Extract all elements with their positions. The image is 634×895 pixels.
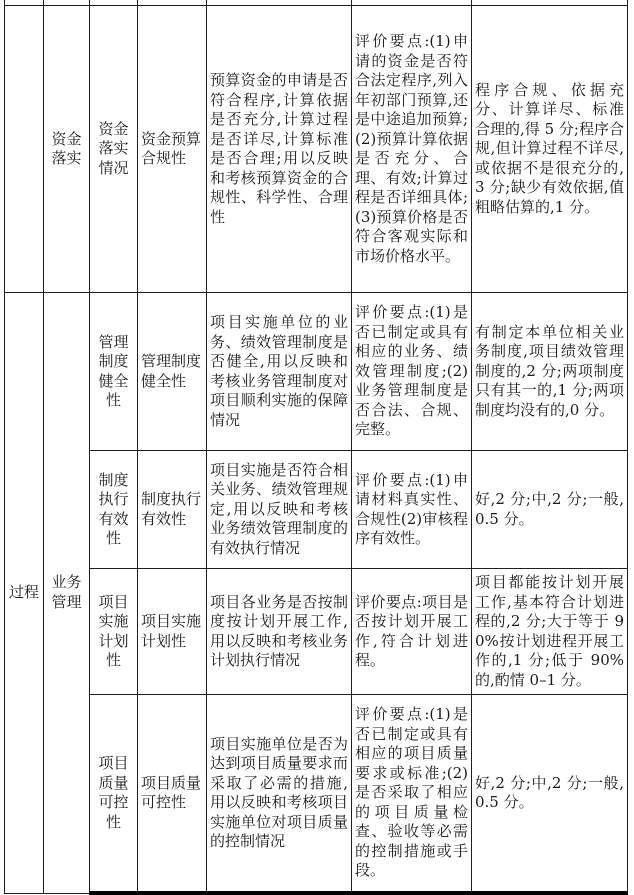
explanation-cell: 项目实施是否符合相关业务、绩效管理规定,用以反映和考核业务绩效管理制度的有效执行情况 bbox=[207, 451, 352, 569]
scoring-cell: 项目都能按计划开展工作,基本符合计划进程的,2 分;大于等于 90%按计划进程开展工作的,1 分;低于 90%的,酌情 0–1 分。 bbox=[472, 569, 628, 695]
table-row bbox=[5, 451, 628, 569]
points-cell: 评价要点:(1)申请材料真实性、合规性(2)审核程序有效性。 bbox=[352, 451, 472, 569]
points-cell: 评价要点:(1)申请的资金是否符合法定程序,列入年初部门预算,还是中途追加预算;(2)预算计算依据是否充分、合理、有效;计算过程是否详细具体;(3)预算价格是否符合客观实际和市场价格水平。 bbox=[352, 6, 472, 293]
level3-cell: 项目实施计划性 bbox=[90, 569, 138, 695]
points-cell: 评价要点:(1)是否已制定或具有相应的业务、绩效管理制度;(2)业务管理制度是否合法、合规、完整。 bbox=[352, 293, 472, 451]
level4-cell: 资金预算合规性 bbox=[138, 6, 207, 293]
level4-cell: 项目质量可控性 bbox=[138, 695, 207, 894]
points-cell: 评价要点:(1)是否已制定或具有相应的项目质量要求或标准;(2)是否采取了相应的项目质量检查、验收等必需的控制措施或手段。 bbox=[352, 695, 472, 894]
level2-cell: 资金落实 bbox=[44, 6, 90, 293]
level3-cell: 项目质量可控性 bbox=[90, 695, 138, 894]
explanation-cell: 预算资金的申请是否符合程序,计算依据是否充分,计算过程是否详尽,计算标准是否合理;用以反映和考核预算资金的合规性、科学性、合理性 bbox=[207, 6, 352, 293]
level3-cell: 资金落实情况 bbox=[90, 6, 138, 293]
explanation-cell: 项目实施单位的业务、绩效管理制度是否健全,用以反映和考核业务管理制度对项目顺利实施的保障情况 bbox=[207, 293, 352, 451]
level4-cell: 制度执行有效性 bbox=[138, 451, 207, 569]
explanation-cell: 项目实施单位是否为达到项目质量要求而采取了必需的措施,用以反映和考核项目实施单位对项目质量的控制情况 bbox=[207, 695, 352, 894]
explanation-cell: 项目各业务是否按制度按计划开展工作,用以反映和考核业务计划执行情况 bbox=[207, 569, 352, 695]
scoring-cell: 程序合规、依据充分、计算详尽、标准合理的,得 5 分;程序合规,但计算过程不详尽,或依据不是很充分的,3 分;缺少有效依据,值粗略估算的,1 分。 bbox=[472, 6, 628, 293]
scoring-cell: 好,2 分;中,2 分;一般,0.5 分。 bbox=[472, 451, 628, 569]
table-row bbox=[5, 6, 628, 293]
table-row bbox=[5, 695, 628, 894]
scoring-cell: 有制定本单位相关业务制度,项目绩效管理制度的,2 分;两项制度只有其一的,1 分;两项制度均没有的,0 分。 bbox=[472, 293, 628, 451]
table-row bbox=[5, 569, 628, 695]
evaluation-table bbox=[4, 0, 628, 895]
level1-cell bbox=[5, 6, 44, 293]
level2-cell: 业务管理 bbox=[44, 293, 90, 894]
level1-cell: 过程 bbox=[5, 293, 44, 894]
scoring-cell: 好,2 分;中,2 分;一般,0.5 分。 bbox=[472, 695, 628, 894]
points-cell: 评价要点:项目是否按计划开展工作,符合计划进程。 bbox=[352, 569, 472, 695]
table-row bbox=[5, 293, 628, 451]
level4-cell: 项目实施计划性 bbox=[138, 569, 207, 695]
level3-cell: 管理制度健全性 bbox=[90, 293, 138, 451]
level4-cell: 管理制度健全性 bbox=[138, 293, 207, 451]
level3-cell: 制度执行有效性 bbox=[90, 451, 138, 569]
document-page bbox=[4, 0, 628, 895]
